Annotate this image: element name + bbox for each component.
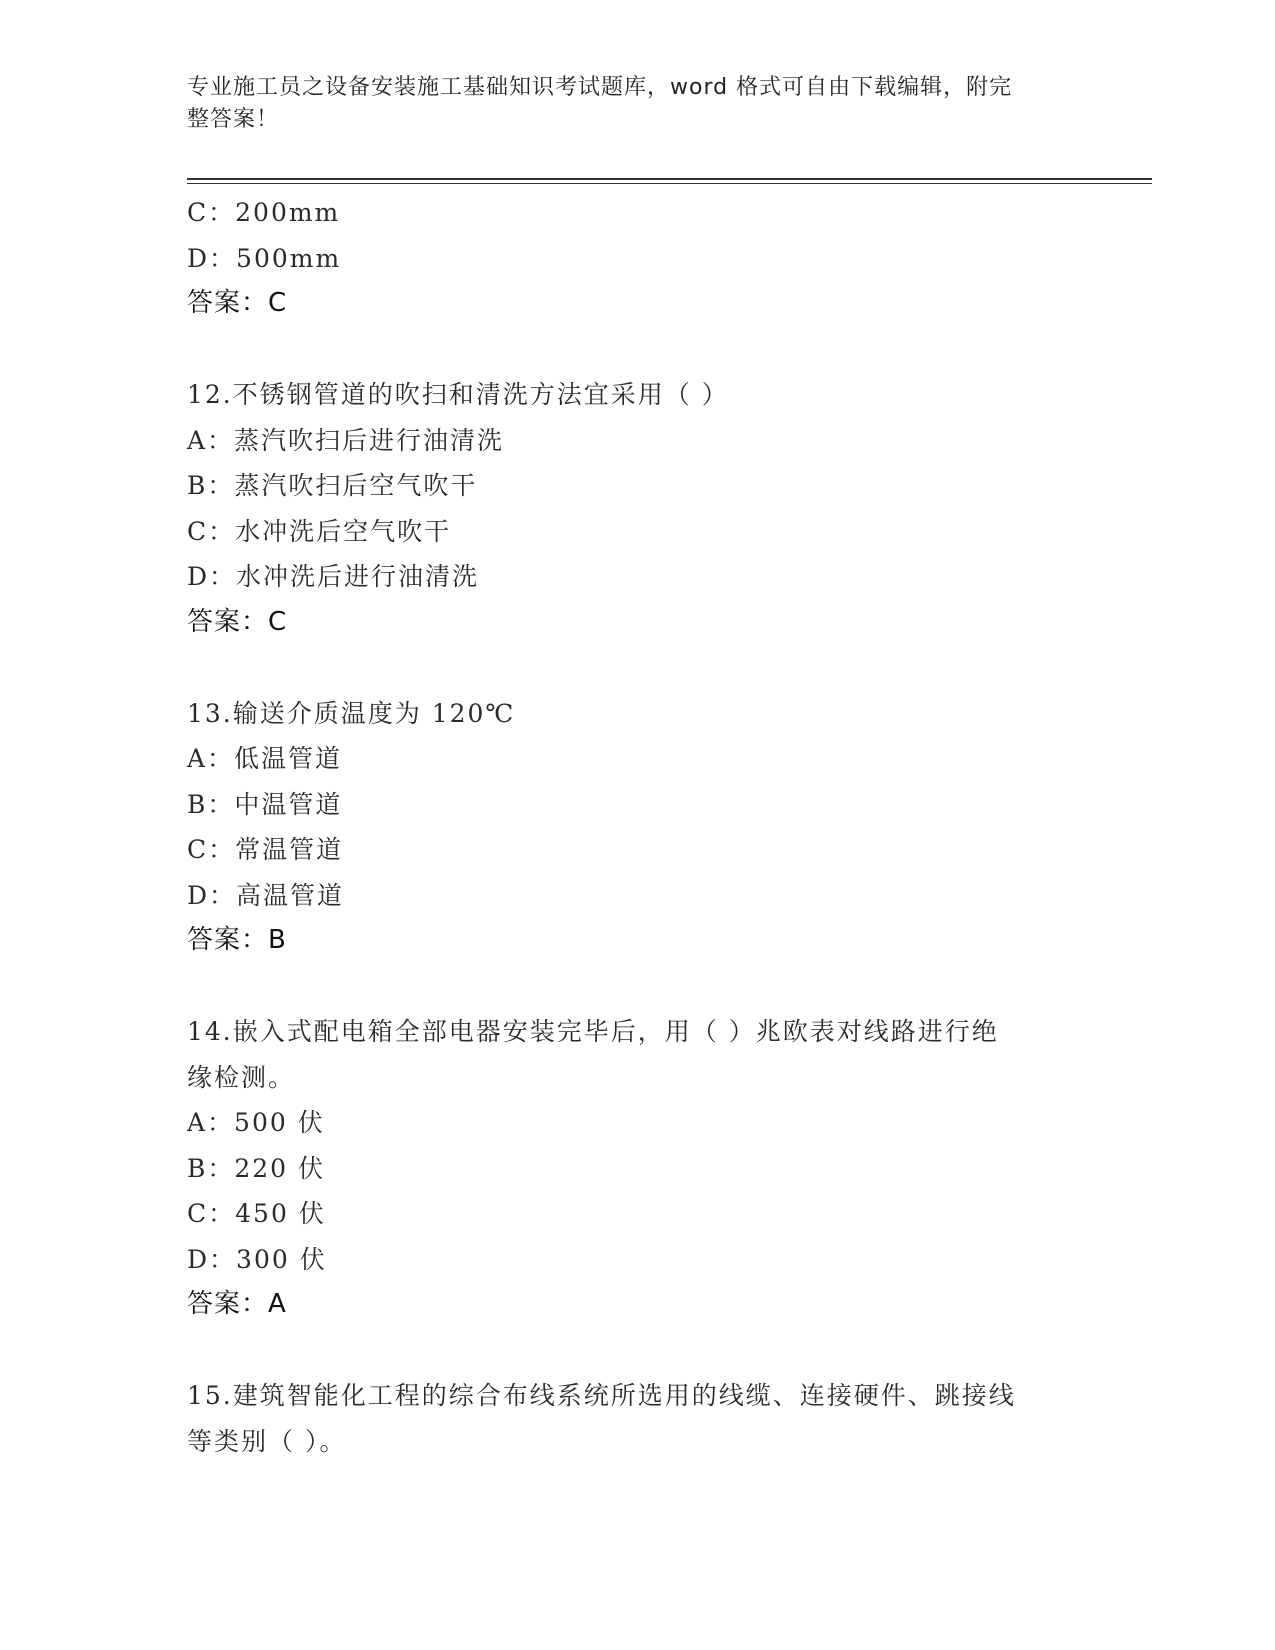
header-divider-thick [187,178,1152,180]
option-c: C：200mm [187,198,341,227]
block-spacer [187,1328,1087,1374]
answer-line: 答案：C [187,288,288,318]
answer-line: 答案：A [187,1289,287,1319]
option-c: C：450 伏 [187,1199,326,1228]
page-header [187,72,1067,136]
question-block-14 [187,1009,1087,1328]
header-line-1: 专业施工员之设备安装施工基础知识考试题库，word 格式可自由下载编辑，附完 [187,75,1013,100]
question-text: 13.输送介质温度为 120℃ [187,698,516,728]
block-spacer [187,964,1087,1010]
question-text-line-2: 缘检测。 [187,1062,296,1092]
option-c: C：常温管道 [187,835,344,864]
question-text-line-1: 15.建筑智能化工程的综合布线系统所选用的线缆、连接硬件、跳接线 [187,1381,1016,1410]
option-d: D：300 伏 [187,1244,327,1274]
option-b: B：中温管道 [187,789,343,819]
question-text-line-1: 14.嵌入式配电箱全部电器安装完毕后，用（ ）兆欧表对线路进行绝 [187,1017,999,1046]
answer-line: 答案：C [187,606,288,637]
option-a: A：低温管道 [187,744,343,773]
header-line-2: 整答案！ [187,107,280,132]
question-text-line-2: 等类别（ ）。 [187,1426,347,1456]
block-spacer [187,327,1087,373]
question-block-11 [187,190,1087,327]
option-d: D：水冲洗后进行油清洗 [187,562,480,591]
answer-line: 答案：B [187,925,287,955]
option-a: A：蒸汽吹扫后进行油清洗 [187,425,505,455]
question-block-13 [187,691,1087,964]
option-b: B：蒸汽吹扫后空气吹干 [187,471,478,500]
option-d: D：500mm [187,243,342,273]
question-block-15 [187,1373,1087,1464]
block-spacer [187,645,1087,691]
option-b: B：220 伏 [187,1153,326,1183]
option-d: D：高温管道 [187,880,345,910]
option-a: A：500 伏 [187,1108,325,1137]
question-text: 12.不锈钢管道的吹扫和清洗方法宜采用（ ） [187,380,729,409]
option-c: C：水冲洗后空气吹干 [187,516,452,546]
question-block-12 [187,372,1087,645]
question-content [187,190,1087,1464]
header-divider-thin [187,183,1152,184]
